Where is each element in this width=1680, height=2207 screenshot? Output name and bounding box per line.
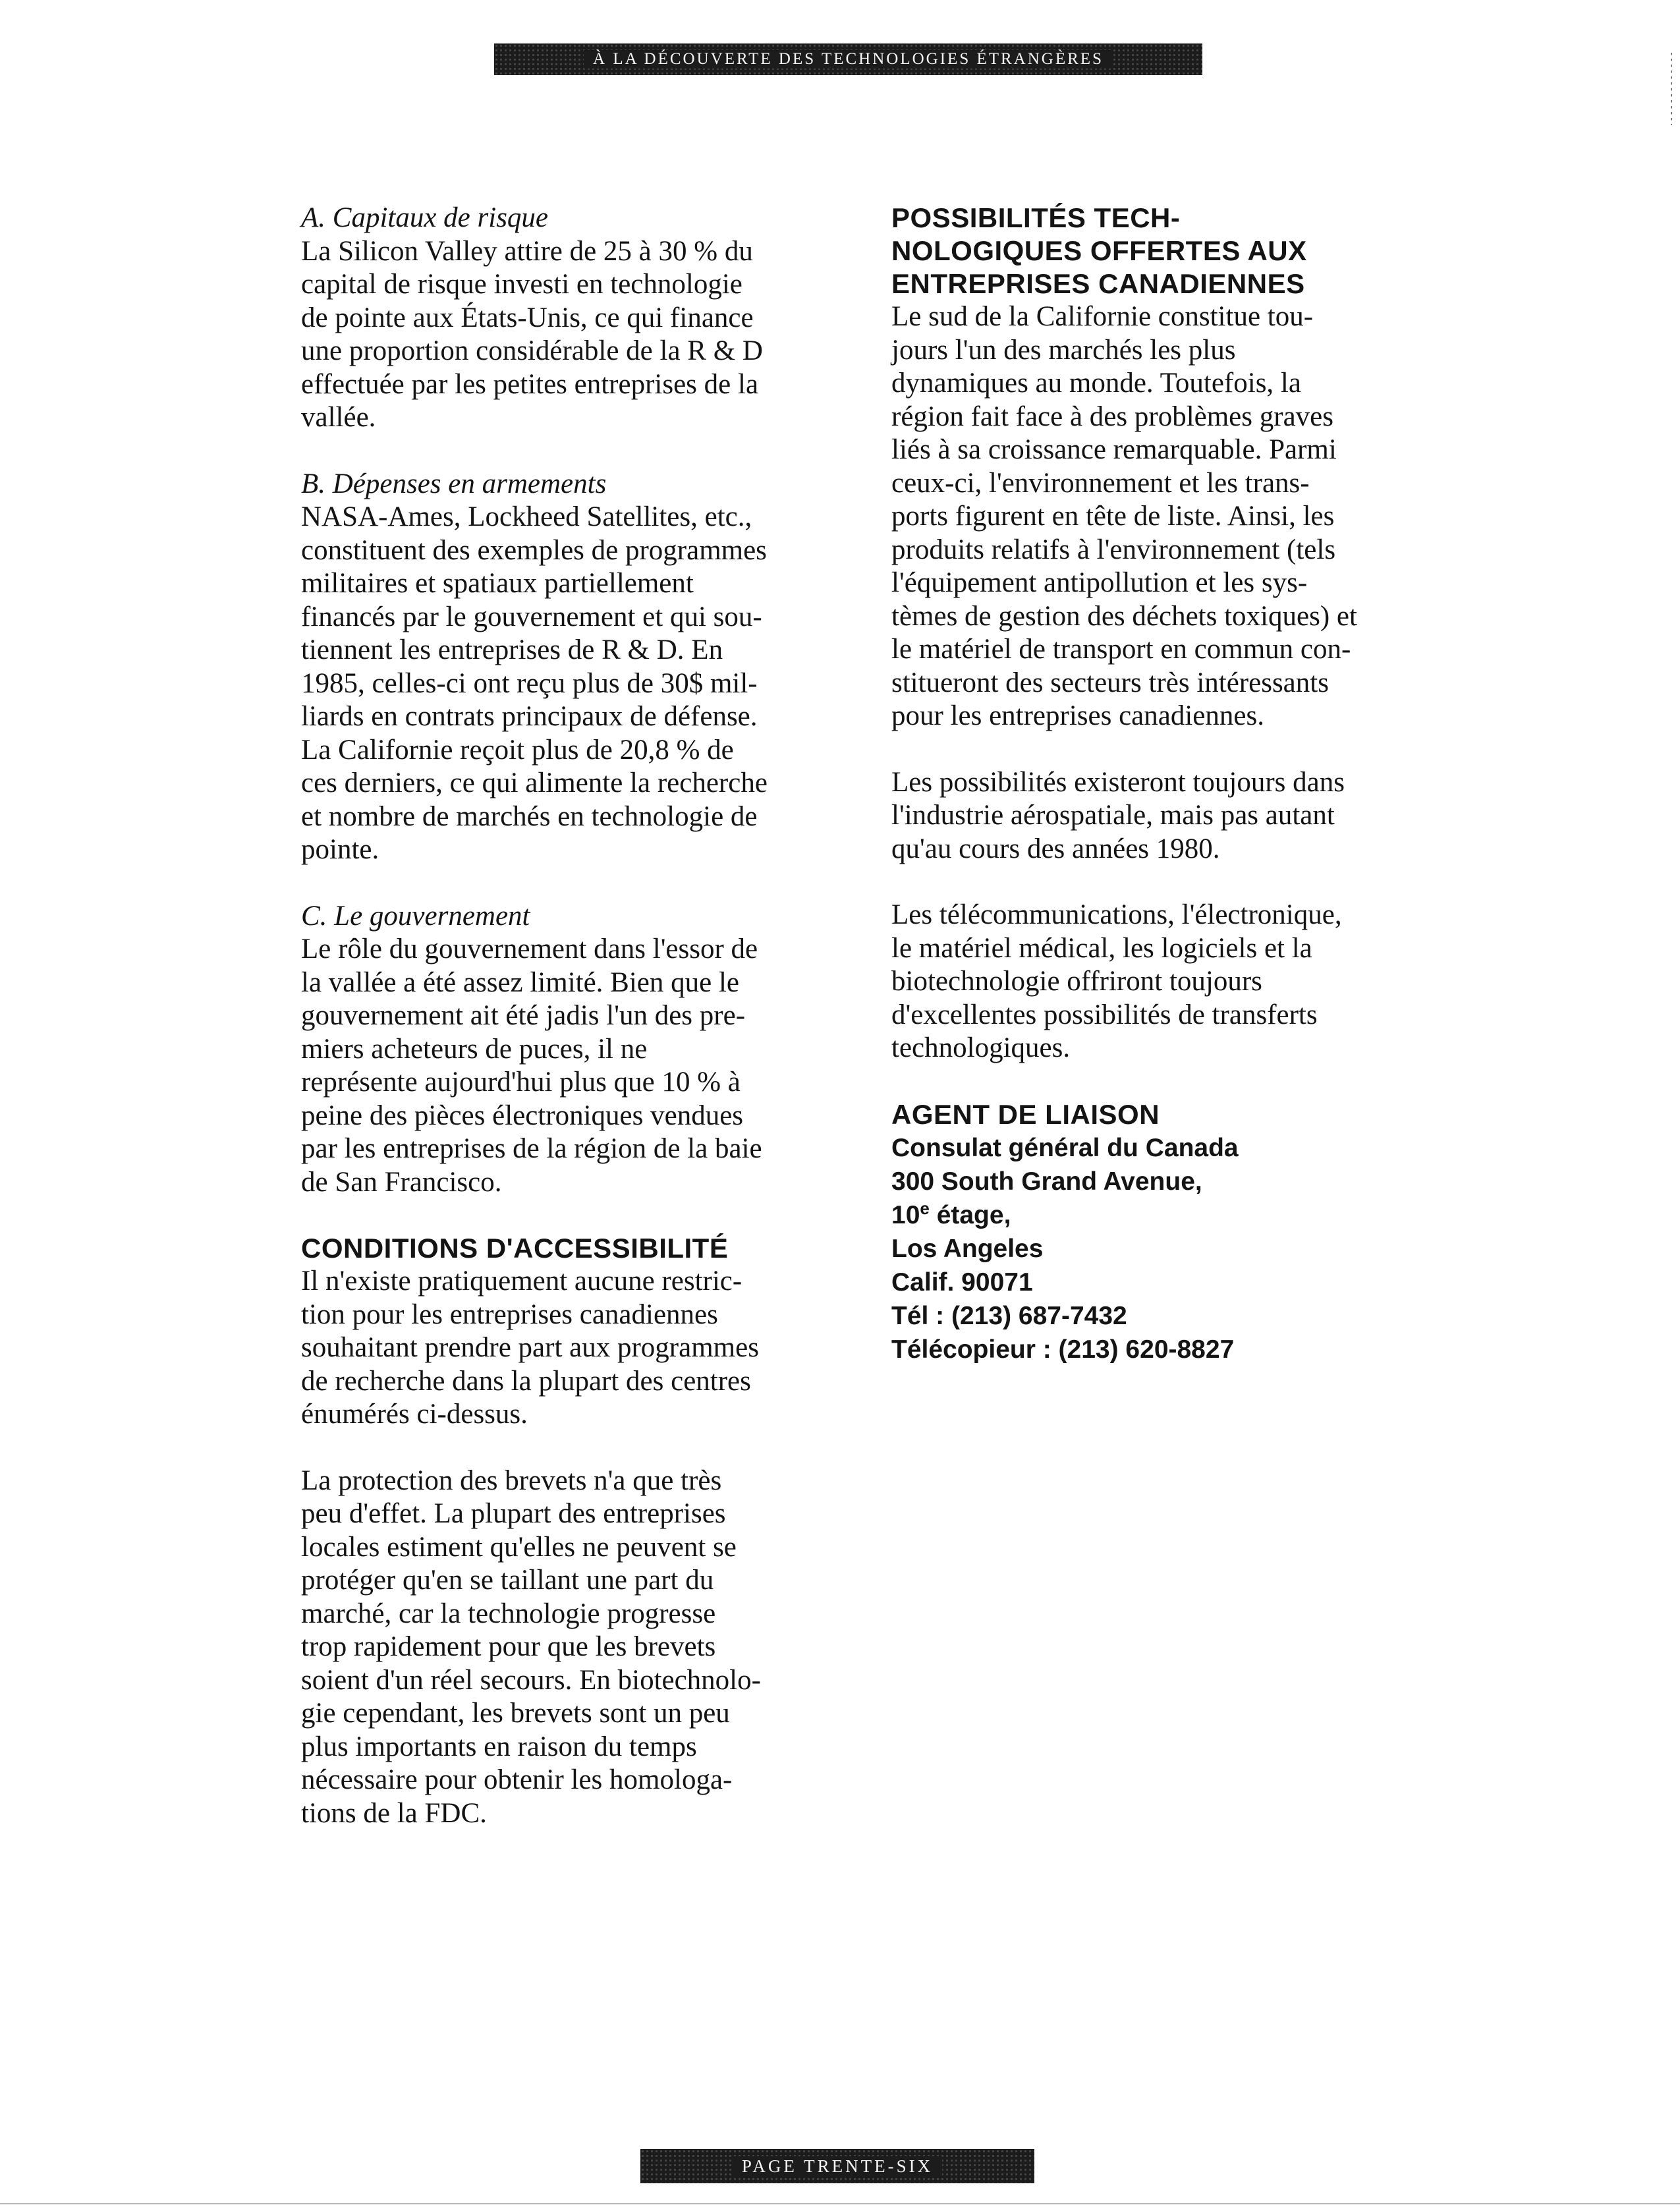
text-line: vallée.	[301, 402, 376, 433]
contact-floor	[891, 1198, 1392, 1232]
heading-line: POSSIBILITÉS TECH-	[891, 202, 1181, 233]
contact-state-zip: Calif. 90071	[891, 1268, 1033, 1297]
paragraph-depenses-en-armements	[301, 501, 802, 867]
text-line: pour les entreprises canadiennes.	[891, 700, 1264, 731]
section-agent-de-liaison	[891, 1098, 1392, 1366]
text-line: le matériel médical, les logiciels et la	[891, 932, 1312, 964]
text-line: locales estiment qu'elles ne peuvent se	[301, 1531, 737, 1563]
page-number-label: PAGE TRENTE-SIX	[733, 2156, 942, 2177]
text-line: d'excellentes possibilités de transferts	[891, 999, 1318, 1030]
text-line: ports figurent en tête de liste. Ainsi, les	[891, 501, 1335, 532]
text-line: dynamiques au monde. Toutefois, la	[891, 368, 1301, 399]
text-line: Les télécommunications, l'électronique,	[891, 899, 1342, 930]
text-line: par les entreprises de la région de la baie	[301, 1133, 762, 1164]
text-line: ces derniers, ce qui alimente la recherche	[301, 768, 768, 798]
paragraph-conditions-2	[301, 1465, 802, 1831]
text-line: pointe.	[301, 834, 379, 865]
text-line: tions de la FDC.	[301, 1797, 487, 1829]
running-header-title: À LA DÉCOUVERTE DES TECHNOLOGIES ÉTRANGÈRES	[584, 50, 1113, 69]
page-footer	[640, 2149, 1034, 2183]
text-line: gouvernement ait été jadis l'un des pre-	[301, 1000, 746, 1031]
text-line: représente aujourd'hui plus que 10 % à	[301, 1067, 741, 1098]
text-line: liards en contrats principaux de défense.	[301, 701, 758, 732]
paragraph-le-gouvernement	[301, 933, 802, 1199]
text-line: Le rôle du gouvernement dans l'essor de	[301, 934, 758, 964]
text-line: financés par le gouvernement et qui sou-	[301, 601, 762, 632]
subheading-le-gouvernement: C. Le gouvernement	[301, 900, 530, 932]
contact-city: Los Angeles	[891, 1234, 1044, 1263]
text-line: jours l'un des marchés les plus	[891, 334, 1236, 366]
text-line: Le sud de la Californie constitue tou-	[891, 301, 1314, 332]
text-line: tèmes de gestion des déchets toxiques) et	[891, 600, 1357, 632]
text-line: La Silicon Valley attire de 25 à 30 % du	[301, 235, 753, 267]
heading-conditions-accessibilite: CONDITIONS D'ACCESSIBILITÉ	[301, 1233, 729, 1264]
contact-telephone: Tél : (213) 687-7432	[891, 1301, 1127, 1330]
paragraph-possibilites-2	[891, 766, 1392, 866]
text-line: de pointe aux États-Unis, ce qui finance	[301, 302, 754, 333]
text-line: l'industrie aérospatiale, mais pas autant	[891, 800, 1335, 831]
paragraph-capitaux-de-risque	[301, 235, 802, 435]
text-line: marché, car la technologie progresse	[301, 1598, 716, 1629]
contact-street: 300 South Grand Avenue,	[891, 1167, 1202, 1196]
left-column	[301, 202, 802, 1830]
text-line: le matériel de transport en commun con-	[891, 634, 1351, 665]
heading-line: ENTREPRISES CANADIENNES	[891, 268, 1305, 299]
text-line: énumérés ci-dessus.	[301, 1399, 528, 1430]
text-line: plus importants en raison du temps	[301, 1731, 697, 1762]
text-line: soient d'un réel secours. En biotechnolo-	[301, 1664, 761, 1696]
floor-number: 10	[891, 1200, 920, 1229]
text-line: La protection des brevets n'a que très	[301, 1465, 722, 1496]
section-conditions-accessibilite	[301, 1232, 802, 1830]
text-line: La Californie reçoit plus de 20,8 % de	[301, 734, 734, 766]
text-line: ceux-ci, l'environnement et les trans-	[891, 467, 1310, 499]
text-line: gie cependant, les brevets sont un peu	[301, 1698, 730, 1729]
heading-agent-de-liaison: AGENT DE LIAISON	[891, 1098, 1160, 1130]
contact-organization: Consulat général du Canada	[891, 1133, 1239, 1162]
text-line: produits relatifs à l'environnement (tels	[891, 534, 1336, 565]
text-line: souhaitant prendre part aux programmes	[301, 1332, 759, 1363]
section-capital-risque	[301, 202, 802, 435]
text-line: Les possibilités existeront toujours dans	[891, 766, 1345, 798]
text-line: peu d'effet. La plupart des entreprises	[301, 1498, 726, 1529]
text-line: de recherche dans la plupart des centres	[301, 1365, 751, 1397]
section-gouvernement	[301, 900, 802, 1200]
text-line: région fait face à des problèmes graves	[891, 401, 1333, 432]
text-line: militaires et spatiaux partiellement	[301, 568, 694, 599]
contact-fax: Télécopieur : (213) 620-8827	[891, 1335, 1235, 1364]
text-line: qu'au cours des années 1980.	[891, 833, 1220, 864]
text-line: la vallée a été assez limité. Bien que le	[301, 966, 740, 998]
text-line: 1985, celles-ci ont reçu plus de 30$ mil-	[301, 667, 758, 699]
text-line: constituent des exemples de programmes	[301, 534, 767, 566]
subheading-depenses-en-armements: B. Dépenses en armements	[301, 468, 607, 499]
scan-edge-mark	[1671, 53, 1672, 125]
heading-possibilites-technologiques	[891, 202, 1392, 300]
text-line: de San Francisco.	[301, 1166, 502, 1198]
text-line: effectuée par les petites entreprises de la	[301, 368, 759, 400]
text-line: miers acheteurs de puces, il ne	[301, 1033, 648, 1065]
right-column	[891, 202, 1392, 1366]
text-line: tiennent les entreprises de R & D. En	[301, 634, 723, 665]
scan-bottom-edge	[0, 2203, 1680, 2204]
text-line: capital de risque investi en technologie	[301, 269, 742, 300]
text-line: nécessaire pour obtenir les homologa-	[301, 1764, 733, 1795]
text-line: Il n'existe pratiquement aucune restric-	[301, 1266, 742, 1297]
text-line: trop rapidement pour que les brevets	[301, 1631, 716, 1662]
floor-superscript: e	[920, 1198, 930, 1218]
text-line: tion pour les entreprises canadiennes	[301, 1299, 718, 1330]
text-line: technologiques.	[891, 1032, 1071, 1063]
text-line: peine des pièces électroniques vendues	[301, 1100, 744, 1131]
text-line: l'équipement antipollution et les sys-	[891, 567, 1308, 598]
paragraph-possibilites-1	[891, 300, 1392, 733]
paragraph-conditions-1	[301, 1265, 802, 1432]
text-line: stitueront des secteurs très intéressants	[891, 667, 1329, 698]
text-line: une proportion considérable de la R & D	[301, 335, 763, 366]
text-line: et nombre de marchés en technologie de	[301, 800, 758, 832]
text-line: biotechnologie offriront toujours	[891, 966, 1262, 997]
text-line: NASA-Ames, Lockheed Satellites, etc.,	[301, 501, 752, 532]
heading-line: NOLOGIQUES OFFERTES AUX	[891, 235, 1307, 266]
running-header	[494, 43, 1202, 75]
section-possibilites-technologiques	[891, 202, 1392, 1065]
subheading-capitaux-de-risque: A. Capitaux de risque	[301, 202, 549, 233]
text-line: protéger qu'en se taillant une part du	[301, 1565, 714, 1596]
floor-word: étage,	[929, 1200, 1011, 1229]
text-line: liés à sa croissance remarquable. Parmi	[891, 434, 1337, 465]
section-depenses-armements	[301, 468, 802, 867]
paragraph-possibilites-3	[891, 899, 1392, 1065]
